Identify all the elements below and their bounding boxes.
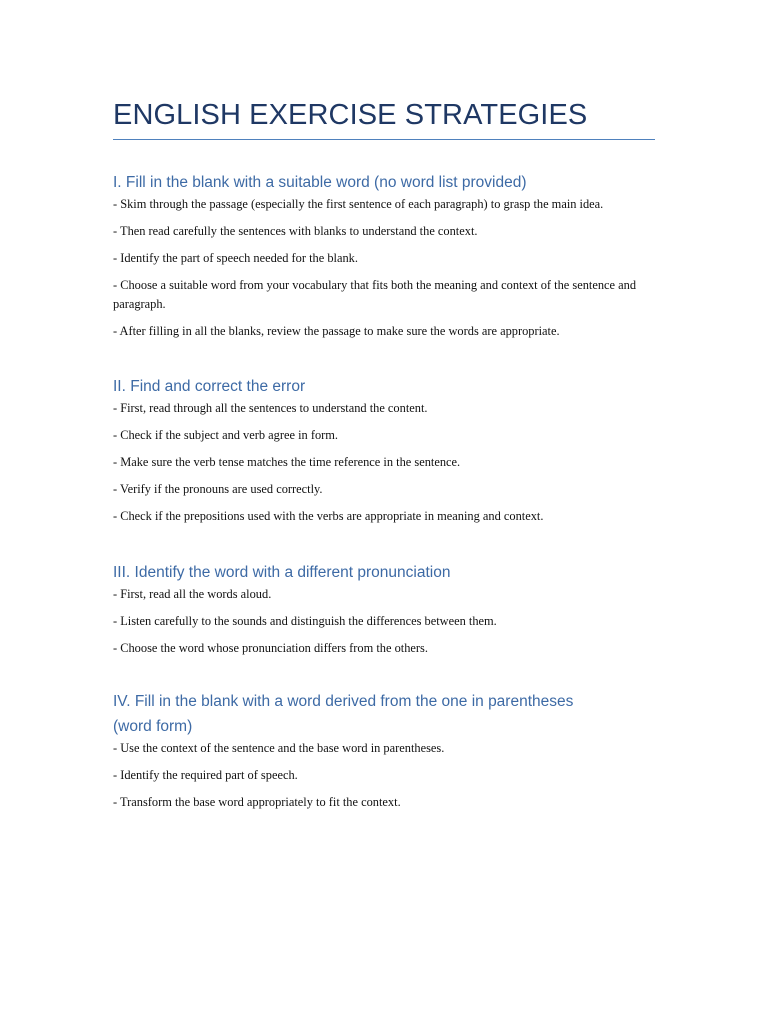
list-item: - Then read carefully the sentences with blanks to understand the context. — [113, 224, 478, 238]
section-heading: III. Identify the word with a different pronunciation — [113, 563, 451, 581]
list-item: - Skim through the passage (especially the first sentence of each paragraph) to grasp the main idea. — [113, 197, 604, 211]
title-divider — [113, 139, 655, 140]
list-item: - Listen carefully to the sounds and distinguish the differences between them. — [113, 613, 497, 628]
section-heading — [113, 689, 655, 739]
list-item: - Verify if the pronouns are used correctly. — [113, 482, 323, 496]
document-title: ENGLISH EXERCISE STRATEGIES — [113, 99, 588, 131]
list-item: - First, read all the words aloud. — [113, 586, 272, 601]
section-heading: II. Find and correct the error — [113, 378, 306, 395]
document-page — [113, 0, 655, 812]
list-item: - Check if the prepositions used with the verbs are appropriate in meaning and context. — [113, 509, 544, 523]
section-fill-blank — [113, 170, 655, 340]
list-item: - Check if the subject and verb agree in form. — [113, 428, 339, 442]
list-item: - Use the context of the sentence and the base word in parentheses. — [113, 741, 445, 755]
list-item: - Identify the required part of speech. — [113, 768, 298, 782]
strategy-list — [113, 739, 655, 812]
strategy-list — [113, 399, 655, 526]
list-item: - Make sure the verb tense matches the time reference in the sentence. — [113, 455, 461, 469]
section-heading-line: IV. Fill in the blank with a word derived from the one in parentheses — [113, 693, 574, 710]
section-word-form — [113, 689, 655, 812]
section-pronunciation — [113, 560, 655, 658]
section-heading-line: (word form) — [113, 718, 193, 735]
section-heading: I. Fill in the blank with a suitable word (no word list provided) — [113, 174, 527, 191]
list-item: - Choose a suitable word from your vocabulary that fits both the meaning and context of the sentence and paragraph. — [113, 278, 637, 311]
section-find-error — [113, 374, 655, 526]
strategy-list — [113, 195, 655, 340]
list-item: - After filling in all the blanks, review the passage to make sure the words are appropriate. — [113, 323, 560, 338]
list-item: - First, read through all the sentences to understand the content. — [113, 401, 428, 415]
list-item: - Choose the word whose pronunciation differs from the others. — [113, 640, 428, 655]
list-item: - Transform the base word appropriately to fit the context. — [113, 795, 401, 809]
list-item: - Identify the part of speech needed for the blank. — [113, 251, 358, 265]
strategy-list — [113, 585, 655, 658]
